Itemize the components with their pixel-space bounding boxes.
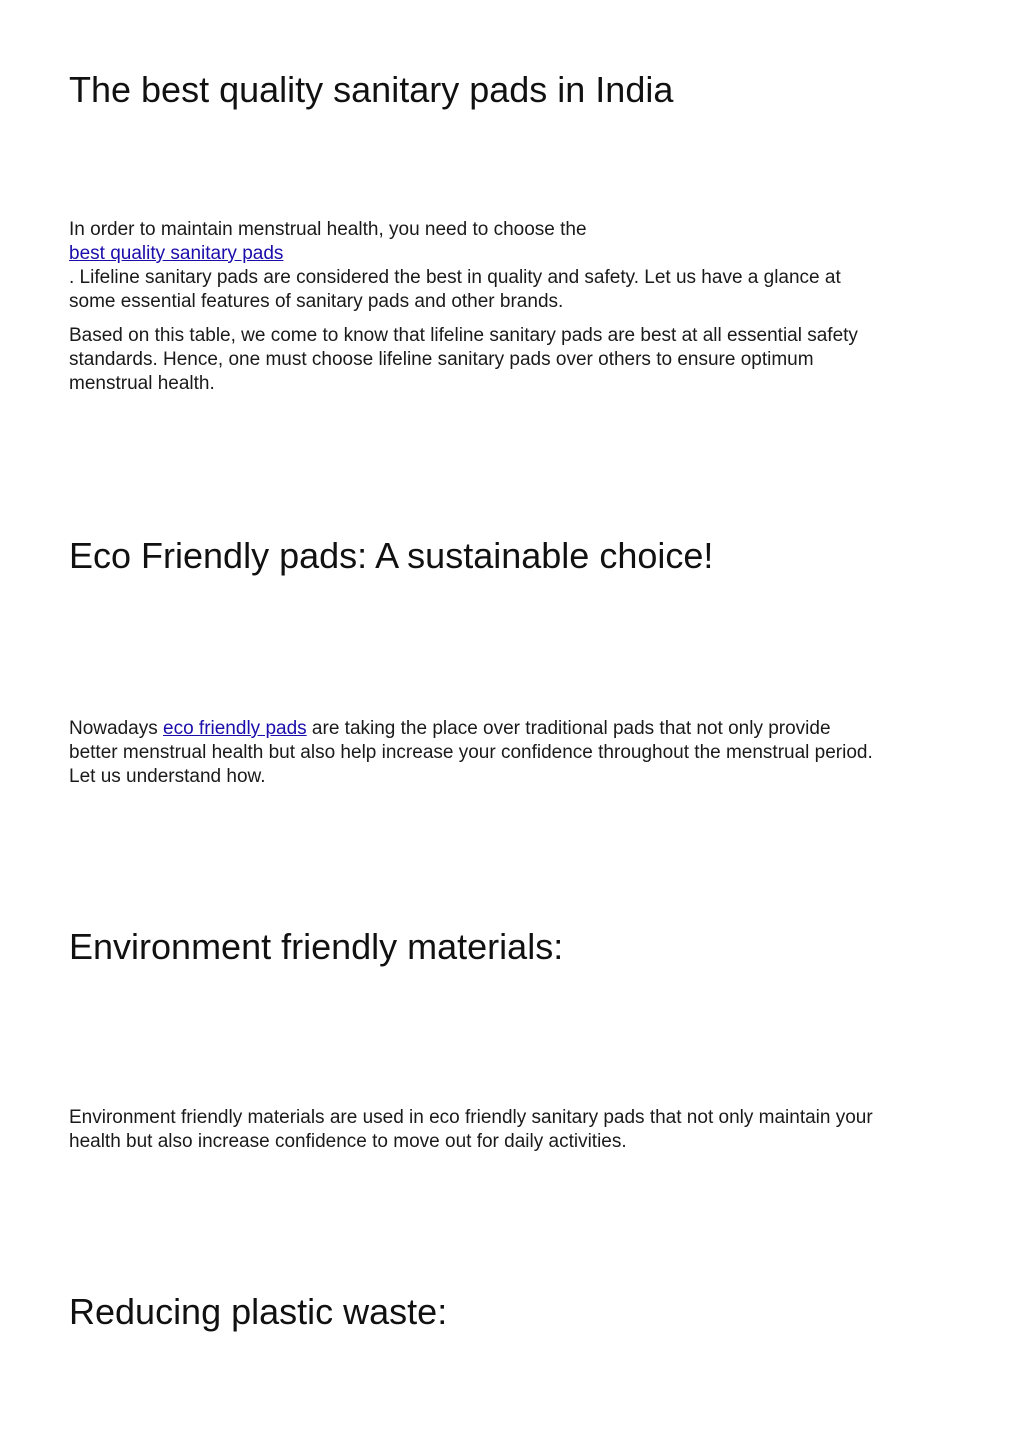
paragraph-intro-line-1: In order to maintain menstrual health, you need to choose the	[69, 219, 587, 240]
paragraph-table-summary-line-2: standards. Hence, one must choose lifeline sanitary pads over others to ensure optimum	[69, 349, 814, 370]
eco-suffix-text: are taking the place over traditional pads that not only provide	[306, 718, 831, 739]
eco-prefix-text: Nowadays	[69, 718, 163, 739]
paragraph-environment-materials-line-1: Environment friendly materials are used in eco friendly sanitary pads that not only maintain your	[69, 1107, 873, 1128]
paragraph-table-summary	[69, 324, 954, 396]
paragraph-table-summary-line-1: Based on this table, we come to know that lifeline sanitary pads are best at all essential safety	[69, 325, 858, 346]
best-quality-sanitary-pads-link[interactable]: best quality sanitary pads	[69, 243, 284, 264]
heading-eco-friendly: Eco Friendly pads: A sustainable choice!	[69, 535, 714, 576]
heading-environment-materials: Environment friendly materials:	[69, 926, 564, 967]
paragraph-intro	[69, 218, 954, 314]
paragraph-eco-friendly-line-3: Let us understand how.	[69, 766, 266, 787]
paragraph-environment-materials	[69, 1106, 954, 1154]
paragraph-environment-materials-line-2: health but also increase confidence to move out for daily activities.	[69, 1131, 627, 1152]
paragraph-eco-friendly	[69, 717, 954, 789]
paragraph-intro-line-4: some essential features of sanitary pads and other brands.	[69, 291, 564, 312]
heading-best-quality: The best quality sanitary pads in India	[69, 69, 674, 110]
paragraph-intro-line-3: . Lifeline sanitary pads are considered the best in quality and safety. Let us have a glance at	[69, 267, 841, 288]
paragraph-eco-friendly-line-1	[69, 717, 954, 741]
paragraph-intro-link-line	[69, 242, 954, 266]
paragraph-table-summary-line-3: menstrual health.	[69, 373, 215, 394]
eco-friendly-pads-link[interactable]: eco friendly pads	[163, 718, 307, 739]
paragraph-eco-friendly-line-2: better menstrual health but also help increase your confidence throughout the menstrual period.	[69, 742, 873, 763]
heading-reducing-plastic-waste: Reducing plastic waste:	[69, 1291, 448, 1332]
